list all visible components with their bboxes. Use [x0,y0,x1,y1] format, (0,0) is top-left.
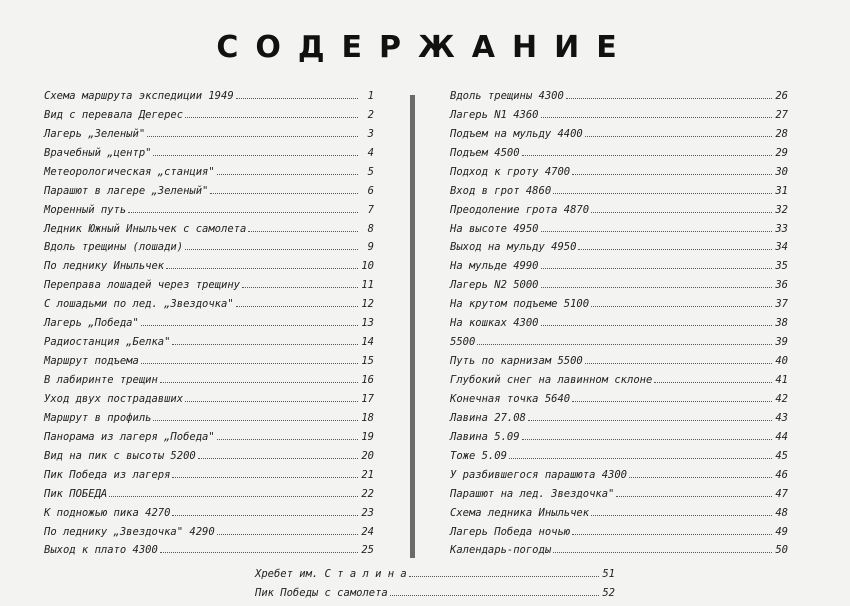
toc-entry-page: 41 [775,374,788,386]
dot-leader [242,287,358,288]
toc-entry-page: 45 [775,449,788,462]
toc-entry-title: 5500 [450,336,476,349]
toc-entry-title: Схема ледника Иныльчек [450,506,590,519]
toc-entry-title: Лагерь N2 5000 [450,279,539,292]
dot-leader [236,98,358,99]
dot-leader [572,534,772,535]
toc-entry [450,217,788,236]
toc-entry [44,501,374,520]
toc-entry [450,292,788,311]
toc-entry-page: 29 [775,146,788,159]
dot-leader [109,496,358,497]
toc-entry [44,273,374,292]
toc-entry [44,444,374,463]
toc-entry-page: 20 [361,449,374,462]
dot-leader [217,174,358,175]
toc-entry [450,520,788,539]
dot-leader [522,439,772,440]
toc-entry-page: 22 [361,487,374,500]
toc-entry-title: Маршрут в профиль [44,411,152,424]
toc-entry [44,141,374,160]
toc-entry [450,463,788,482]
toc-entry [450,482,788,501]
dot-leader [172,344,358,345]
dot-leader [141,363,358,364]
toc-entry-page: 17 [361,392,374,405]
toc-entry [44,122,374,141]
dot-leader [572,174,772,175]
toc-entry-page: 44 [775,430,788,443]
dot-leader [591,212,772,213]
toc-entry-title: Лагерь N1 4360 [450,108,539,121]
toc-entry-page: 5 [367,165,374,178]
dot-leader [153,155,358,156]
toc-entry [44,406,374,425]
dot-leader [578,249,772,250]
toc-entry [44,311,374,330]
toc-entry [450,160,788,179]
toc-entry-title: Путь по карнизам 5500 [450,355,583,368]
toc-entry-title: Выход к плато 4300 [44,544,158,557]
toc-entry [44,179,374,198]
toc-entry-title: Переправа лошадей через трещину [44,279,240,292]
toc-entry-page: 25 [361,544,374,557]
dot-leader [185,117,358,118]
toc-entry-title: Конечная точка 5640 [450,392,571,405]
dot-leader [522,155,772,156]
dot-leader [572,401,772,402]
toc-entry [255,562,615,581]
dot-leader [541,231,772,232]
toc-entry [44,539,374,558]
dot-leader [477,344,772,345]
dot-leader [585,136,772,137]
toc-entry-page: 10 [361,260,374,273]
toc-entry-title: У разбившегося парашюта 4300 [450,468,628,481]
toc-entry-title: Тоже 5.09 [450,449,507,462]
toc-entry [450,311,788,330]
dot-leader [172,515,358,516]
contents-footer [255,562,615,600]
toc-entry-title: Лагерь „Победа" [44,317,139,330]
toc-entry-title: Вдоль трещины (лошади) [44,241,184,254]
toc-entry [44,520,374,539]
toc-entry-page: 27 [775,108,788,121]
toc-entry [450,444,788,463]
dot-leader [185,249,358,250]
dot-leader [217,439,358,440]
toc-entry-page: 4 [367,146,374,159]
toc-entry-page: 15 [361,355,374,368]
toc-entry [450,501,788,520]
contents-left-column [44,84,374,557]
toc-entry-page: 31 [775,184,788,197]
toc-entry-title: Выход на мульду 4950 [450,241,577,254]
dot-leader [128,212,358,213]
toc-entry-title: Лавина 5.09 [450,430,520,443]
toc-entry-page: 39 [775,336,788,349]
toc-entry [44,160,374,179]
toc-entry-title: По леднику „Звездочка" 4290 [44,525,215,538]
toc-entry [44,217,374,236]
toc-entry [450,254,788,273]
dot-leader [541,287,772,288]
toc-entry-title: Вдоль трещины 4300 [450,89,564,102]
toc-entry [450,368,788,387]
toc-entry-title: Радиостанция „Белка" [44,336,171,349]
toc-entry-title: На высоте 4950 [450,222,539,235]
toc-entry-page: 42 [775,392,788,405]
toc-entry-page: 11 [361,279,374,292]
toc-entry-title: Лагерь „Зеленый" [44,127,146,140]
toc-entry-title: Хребет им. С т а л и н а [255,568,407,580]
toc-entry [44,463,374,482]
toc-entry [450,330,788,349]
toc-entry-title: Пик ПОБЕДА [44,487,108,500]
toc-entry-page: 13 [361,317,374,330]
toc-entry-page: 6 [367,184,374,197]
toc-entry-page: 24 [361,525,374,538]
toc-entry-page: 7 [367,203,374,216]
toc-entry-page: 2 [367,108,374,121]
toc-entry [450,84,788,103]
toc-entry [450,122,788,141]
toc-entry-title: В лабиринте трещин [44,374,158,386]
toc-entry-page: 46 [775,468,788,481]
toc-entry [44,236,374,255]
toc-entry-page: 28 [775,127,788,140]
toc-entry-title: Преодоление грота 4870 [450,203,590,216]
page-title: СОДЕРЖАНИЕ [216,30,634,65]
toc-entry-title: Подъем на мульду 4400 [450,127,583,140]
toc-entry-title: По леднику Иныльчек [44,260,165,273]
dot-leader [528,420,772,421]
dot-leader [248,231,358,232]
toc-entry-title: Ледник Южный Иныльчек с самолета [44,222,247,235]
dot-leader [629,477,772,478]
toc-entry-page: 47 [775,487,788,500]
toc-entry [450,349,788,368]
toc-entry [44,482,374,501]
toc-entry [44,292,374,311]
toc-entry [44,254,374,273]
toc-entry-page: 43 [775,411,788,424]
toc-entry-title: Лагерь Победа ночью [450,525,571,538]
toc-entry-title: Вид на пик с высоты 5200 [44,449,196,462]
toc-entry [44,330,374,349]
toc-entry [450,273,788,292]
toc-entry-title: Пик Победы с самолета [255,587,388,599]
dot-leader [566,98,772,99]
dot-leader [141,325,358,326]
dot-leader [160,552,358,553]
toc-entry-page: 49 [775,525,788,538]
dot-leader [390,595,599,596]
toc-entry-page: 19 [361,430,374,443]
dot-leader [166,268,358,269]
toc-entry-title: Метеорологическая „станция" [44,165,215,178]
toc-entry [44,349,374,368]
toc-entry-page: 12 [361,298,374,311]
toc-entry-page: 40 [775,355,788,368]
toc-entry-page: 32 [775,203,788,216]
dot-leader [160,382,358,383]
toc-entry-title: Подход к гроту 4700 [450,165,571,178]
dot-leader [541,325,772,326]
toc-entry-page: 37 [775,298,788,311]
toc-entry-title: Уход двух пострадавших [44,392,184,405]
toc-entry-page: 51 [602,568,615,580]
toc-entry-page: 9 [367,241,374,254]
toc-entry-title: Врачебный „центр" [44,146,152,159]
toc-entry-title: Вид с перевала Дегерес [44,108,184,121]
toc-entry-title: Парашют на лед. Звездочка" [450,487,615,500]
toc-entry [450,406,788,425]
toc-entry-page: 8 [367,222,374,235]
toc-entry-page: 18 [361,411,374,424]
toc-entry-title: Панорама из лагеря „Победа" [44,430,215,443]
toc-entry-page: 23 [361,506,374,519]
toc-entry [44,198,374,217]
toc-entry [44,368,374,387]
toc-entry-page: 35 [775,260,788,273]
dot-leader [198,458,358,459]
toc-entry-title: Парашют в лагере „Зеленый" [44,184,209,197]
toc-entry-title: Глубокий снег на лавинном склоне [450,374,653,386]
toc-entry-page: 33 [775,222,788,235]
toc-entry-title: Пик Победа из лагеря [44,468,171,481]
dot-leader [185,401,358,402]
toc-entry-title: Маршрут подъема [44,355,139,368]
dot-leader [147,136,358,137]
dot-leader [553,193,772,194]
toc-entry [44,84,374,103]
toc-entry [44,387,374,406]
toc-entry-title: Лавина 27.08 [450,411,526,424]
toc-entry-title: На мульде 4990 [450,260,539,273]
toc-entry-title: К подножью пика 4270 [44,506,171,519]
toc-entry-page: 14 [361,336,374,349]
dot-leader [591,515,772,516]
toc-entry [450,179,788,198]
toc-entry-page: 50 [775,544,788,557]
dot-leader [585,363,772,364]
dot-leader [654,382,772,383]
toc-entry-page: 21 [361,468,374,481]
toc-entry-title: Моренный путь [44,203,127,216]
toc-entry [450,387,788,406]
dot-leader [217,534,358,535]
toc-entry-page: 26 [775,89,788,102]
dot-leader [553,552,772,553]
dot-leader [541,268,772,269]
toc-entry-title: На кошках 4300 [450,317,539,330]
toc-entry-page: 36 [775,279,788,292]
toc-entry [450,425,788,444]
toc-entry [450,103,788,122]
dot-leader [210,193,358,194]
toc-entry [255,581,615,600]
toc-entry-title: С лошадьми по лед. „Звездочка" [44,298,234,311]
toc-entry [450,539,788,558]
toc-entry [450,236,788,255]
column-divider [410,95,415,558]
toc-entry-page: 3 [367,127,374,140]
dot-leader [409,576,599,577]
dot-leader [591,306,772,307]
toc-entry-title: На крутом подъеме 5100 [450,298,590,311]
dot-leader [616,496,772,497]
dot-leader [172,477,358,478]
dot-leader [153,420,358,421]
toc-entry-title: Подъем 4500 [450,146,520,159]
dot-leader [541,117,772,118]
contents-right-column [450,84,788,557]
dot-leader [236,306,358,307]
toc-entry [44,103,374,122]
toc-entry-page: 30 [775,165,788,178]
toc-entry-page: 48 [775,506,788,519]
toc-entry-title: Календарь-погоды [450,544,552,557]
toc-entry [450,198,788,217]
toc-entry [450,141,788,160]
toc-entry-page: 1 [367,89,374,102]
toc-entry-title: Схема маршрута экспедиции 1949 [44,89,234,102]
toc-entry [44,425,374,444]
toc-entry-page: 34 [775,241,788,254]
toc-entry-page: 16 [361,374,374,386]
toc-entry-page: 52 [602,587,615,599]
toc-entry-page: 38 [775,317,788,330]
toc-entry-title: Вход в грот 4860 [450,184,552,197]
dot-leader [509,458,772,459]
